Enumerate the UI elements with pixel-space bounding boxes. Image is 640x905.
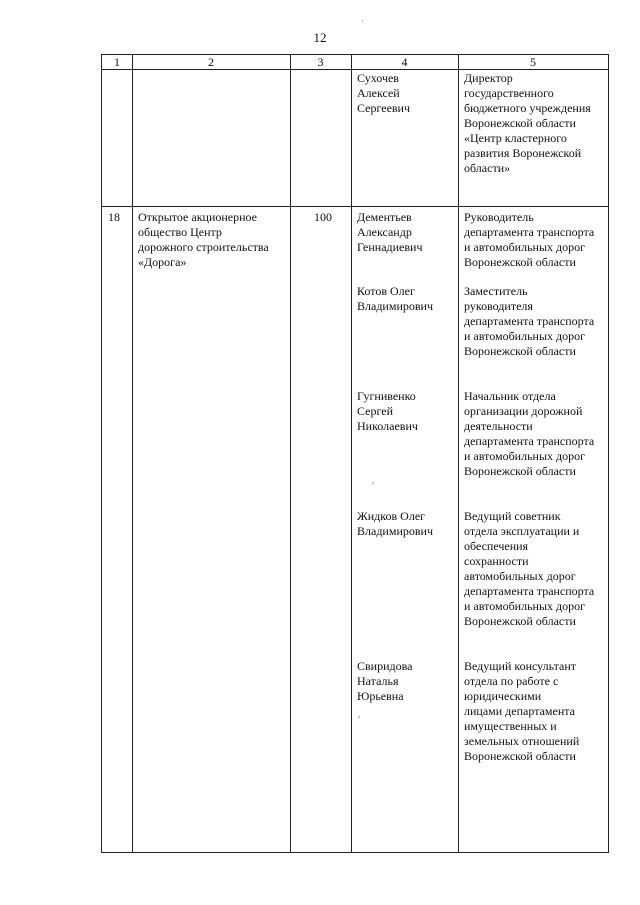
- column-divider: [132, 55, 133, 852]
- column-divider: [290, 55, 291, 852]
- member-name: Дементьев Александр Геннадиевич: [357, 210, 423, 254]
- header-divider: [102, 69, 608, 70]
- member-name: Свиридова Наталья Юрьевна: [357, 659, 413, 703]
- col-header-1: 1: [114, 55, 120, 69]
- column-divider: [351, 55, 352, 852]
- member-position: Ведущий консультант отдела по работе с юридическими лицами департамента имущественных и земельных отношений Воронежской области: [464, 659, 580, 763]
- col-header-2: 2: [208, 55, 214, 69]
- state-share: 100: [314, 210, 332, 224]
- scan-speck: ‹: [372, 479, 375, 487]
- scan-speck: ‹: [358, 713, 361, 721]
- member-name: Гугнивенко Сергей Николаевич: [357, 389, 418, 433]
- member-position: Руководитель департамента транспорта и автомобильных дорог Воронежской области: [464, 210, 595, 269]
- column-divider: [458, 55, 459, 852]
- member-name: Жидков Олег Владимирович: [357, 509, 433, 538]
- member-name: Сухочев Алексей Сергеевич: [357, 71, 411, 115]
- member-position: Начальник отдела организации дорожной деятельности департамента транспорта и автомобильных дорог Воронежской области: [464, 389, 595, 478]
- page-number: 12: [313, 30, 327, 45]
- col-header-5: 5: [530, 55, 536, 69]
- member-position: Ведущий советник отдела эксплуатации и обеспечения сохранности автомобильных дорог департамента транспорта и автомобильных дорог Воронежской области: [464, 509, 595, 628]
- member-position: Заместитель руководителя департамента транспорта и автомобильных дорог Воронежской области: [464, 284, 595, 358]
- members-table: [101, 54, 609, 853]
- scan-speck: ·: [361, 17, 364, 26]
- row-number: 18: [108, 210, 120, 224]
- member-position: Директор государственного бюджетного учреждения Воронежской области «Центр кластерного развития Воронежской области»: [464, 71, 591, 175]
- row-divider: [102, 206, 608, 207]
- col-header-3: 3: [317, 55, 324, 69]
- col-header-4: 4: [401, 55, 408, 69]
- organization-name: Открытое акционерное общество Центр дорожного строительства «Дорога»: [138, 210, 269, 269]
- member-name: Котов Олег Владимирович: [357, 284, 433, 313]
